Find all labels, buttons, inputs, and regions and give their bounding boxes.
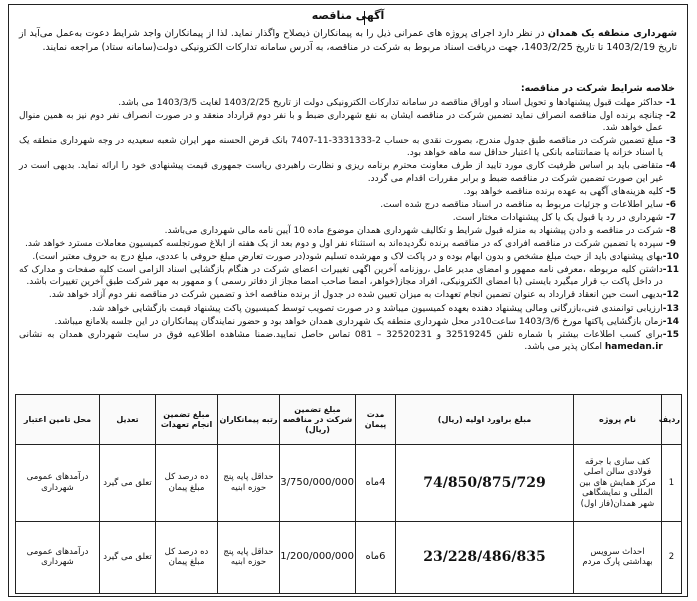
condition-item bbox=[19, 212, 679, 224]
cell-adjustment: تعلق می گیرد bbox=[100, 445, 156, 522]
header-funding: محل تامین اعتبار bbox=[16, 395, 100, 445]
cell-funding: درآمدهای عمومی شهرداری bbox=[16, 445, 100, 522]
tender-notice bbox=[8, 4, 688, 597]
condition-item bbox=[19, 225, 679, 237]
condition-item bbox=[19, 110, 679, 134]
condition-number: 7- bbox=[665, 212, 676, 223]
table-row bbox=[16, 521, 682, 594]
header-row-number: ردیف bbox=[662, 395, 682, 445]
condition-number: 2- bbox=[665, 111, 676, 122]
header-duration: مدت پیمان bbox=[356, 395, 396, 445]
condition-item bbox=[19, 329, 679, 353]
condition-item bbox=[19, 199, 679, 211]
condition-number: 13- bbox=[662, 303, 679, 314]
conditions-list bbox=[19, 97, 679, 354]
notice-title: آگهی مناقصه bbox=[311, 9, 385, 22]
website-link[interactable]: hamedan.ir bbox=[604, 341, 663, 352]
header-adjustment: تعدیل bbox=[100, 395, 156, 445]
condition-text: سپرده یا تضمین شرکت در مناقصه افرادی که در مناقصه برنده نگردیده‌اند به استثناء نفر اول و دوم بعد از یک هفته از ابلاغ صورتجلسه کمیسیون معاملات مسترد خواهد شد. bbox=[25, 239, 663, 250]
condition-text: ارزیابی توانمندی فنی،بازرگانی ومالی پیشنهاد دهنده بعهده کمیسیون میباشد و در صورت تصویب توسط کمیسیون پاکت پیشنهاد قیمت بازگشایی خواهد شد. bbox=[89, 303, 663, 314]
condition-number: 4- bbox=[665, 161, 676, 172]
condition-text: بدیهی است حین انعقاد قرارداد به عنوان تضمین انجام تعهدات به میزان تعیین شده در جدول از برنده مناقصه اخذ و تضمین شرکت در مناقصه نفر دوم آزاد خواهد شد. bbox=[48, 290, 663, 301]
cell-performance: ده درصد کل مبلغ پیمان bbox=[156, 445, 218, 522]
contact-text: برای کسب اطلاعات بیشتر با شماره تلفن 32519245 و 32520231 – 081 تماس حاصل نمایید.ضمنا مشاهده اطلاعیه فوق در سایت شهرداری همدان به نشانی bbox=[19, 329, 663, 340]
table-header-row bbox=[16, 395, 682, 445]
condition-item bbox=[19, 251, 679, 263]
condition-text: سایر اطلاعات و جزئیات مربوط به مناقصه در اسناد مناقصه درج شده است. bbox=[380, 199, 663, 210]
condition-text: کلیه هزینه‌های آگهی به عهده برنده مناقصه خواهد بود. bbox=[463, 186, 663, 197]
municipality-name: شهرداری منطقه یک همدان bbox=[547, 28, 678, 39]
condition-text: شرکت در مناقصه و دادن پیشنهاد به منزله قبول شرایط و تکالیف شهرداری همدان موضوع ماده 10 آیین نامه مالی شهرداری می‌باشد. bbox=[164, 225, 663, 236]
cell-estimate: 74/850/875/729 bbox=[396, 445, 574, 522]
cell-rank: حداقل پایه پنج حوزه ابنیه bbox=[218, 521, 280, 594]
cell-duration: 6ماه bbox=[356, 521, 396, 594]
condition-number: 5- bbox=[665, 186, 676, 197]
condition-item bbox=[19, 238, 679, 250]
projects-table bbox=[15, 394, 682, 594]
condition-text: مبلغ تضمین شرکت در مناقصه طبق جدول مندرج، بصورت نقدی به حساب 2-3331333-11-7407 بانک قرض الحسنه مهر ایران شعبه سعیدیه در وجه شهرداری منطقه یک یا اسناد خزانه یا ضمانتنامه بانکی یا اعتبار حداقل سه ماهه خواهد بود. bbox=[19, 136, 663, 159]
cell-performance: ده درصد کل مبلغ پیمان bbox=[156, 521, 218, 594]
header-project: نام پروژه bbox=[574, 395, 662, 445]
condition-item bbox=[19, 160, 679, 184]
cell-project: احداث سرویس بهداشتی پارک مردم bbox=[574, 521, 662, 594]
condition-item bbox=[19, 186, 679, 198]
conditions-title: خلاصه شرایط شرکت در مناقصه: bbox=[520, 83, 675, 94]
condition-number: 3- bbox=[665, 136, 676, 147]
cell-duration: 4ماه bbox=[356, 445, 396, 522]
cell-row-number: 2 bbox=[662, 521, 682, 594]
condition-number: 14- bbox=[662, 316, 679, 327]
header-estimate: مبلغ براورد اولیه (ریال) bbox=[396, 395, 574, 445]
condition-item bbox=[19, 97, 679, 109]
condition-item bbox=[19, 289, 679, 301]
cell-funding: درآمدهای عمومی شهرداری bbox=[16, 521, 100, 594]
cell-adjustment: تعلق می گیرد bbox=[100, 521, 156, 594]
condition-item bbox=[19, 316, 679, 328]
condition-text: حداکثر مهلت قبول پیشنهادها و تحویل اسناد و اوراق مناقصه در سامانه تدارکات الکترونیکی دولت از تاریخ 1403/2/25 لغایت 1403/3/5 می باشد. bbox=[118, 98, 663, 108]
condition-number: 8- bbox=[665, 225, 676, 236]
condition-number: 10- bbox=[662, 252, 679, 263]
condition-text bbox=[19, 329, 663, 353]
condition-number: 11- bbox=[662, 265, 679, 276]
condition-number: 1- bbox=[665, 98, 676, 108]
condition-text: چنانچه برنده اول مناقصه انصراف نماید تضمین شرکت در مناقصه ایشان به نفع شهرداری ضبط و با نفر دوم قرارداد منعقد و در صورت انصراف نفر دوم نیز به همین منوال عمل خواهد شد. bbox=[19, 111, 663, 134]
header-rank: رتبه پیمانکاران bbox=[218, 395, 280, 445]
intro-text: در نظر دارد اجرای پروژه های عمرانی ذیل را به پیمانکاران ذیصلاح واگذار نماید. لذا از پیمانکاران واجد شرایط دعوت به‌عمل می‌آید از تاریخ 1403/2/19 تا تاریخ 1403/2/25، جهت دریافت اسناد مربوط به شرکت در مناقصه، به آدرس سامانه تدارکات الکترونیکی دولت(سامانه ستاد) مراجعه نمایند. bbox=[19, 28, 677, 53]
condition-text: بهای پیشنهادی باید از حیث مبلغ مشخص و بدون ابهام بوده و در پاکت لاک و مهرشده تسلیم شود(در صورت تعارض مبلغ حروفی با عددی، مبلغ درج به حروف معتبر است). bbox=[32, 252, 663, 263]
condition-text: داشتن کلیه مربوطه ،معرفی نامه ممهور و امضای مدیر عامل ،روزنامه آخرین اگهی تغییرات اعضای شرکت در هنگام بازگشایی اسناد الزامی است کلیه صفحات و مدارک که در داخل پاکت ب قرار میگیرد بایستی (با امضای الکترونیکی، افراد مجاز(خواهر، امضا صاحب امضا مجاز از دفاتر رسمی ) و ممهور به مهر شرکت طبق آخرین تغییرات باشد. bbox=[19, 265, 663, 288]
condition-number: 12- bbox=[662, 290, 679, 301]
condition-text: زمان بازگشایی پاکتها مورخ 1403/3/6 ساعت10در محل شهرداری منطقه یک شهرداری همدان خواهد بود و حضور نمایندگان پیمانکاران در این جلسه بلامانع میباشد. bbox=[54, 316, 663, 327]
cell-estimate: 23/228/486/835 bbox=[396, 521, 574, 594]
header-guarantee: مبلغ تضمین شرکت در مناقصه (ریال) bbox=[280, 395, 356, 445]
condition-item bbox=[19, 264, 679, 288]
cell-project: کف سازی با جرقه فولادی سالن اصلی مرکز همایش های بین المللی و نمایشگاهی شهر همدان(فاز اول) bbox=[574, 445, 662, 522]
table-row bbox=[16, 445, 682, 522]
condition-item bbox=[19, 303, 679, 315]
condition-number: 6- bbox=[665, 199, 676, 210]
condition-number: 9- bbox=[665, 239, 676, 250]
condition-text: متقاضی باید بر اساس ظرفیت کاری مورد تایید از طرف معاونت محترم برنامه ریزی و نظارت راهبردی ریاست جمهوری قیمت پیشنهادی خود را ارائه نماید. بدیهی است در غیر این صورت تضمین شرکت در مناقصه ضبط و برابر مقررات اقدام می گردد. bbox=[19, 161, 663, 184]
condition-number: 15- bbox=[662, 329, 679, 340]
condition-item bbox=[19, 135, 679, 159]
cell-rank: حداقل پایه پنج حوزه ابنیه bbox=[218, 445, 280, 522]
cell-row-number: 1 bbox=[662, 445, 682, 522]
header-performance: مبلغ تضمین انجام تعهدات bbox=[156, 395, 218, 445]
notice-intro bbox=[19, 27, 677, 54]
cell-guarantee: 3/750/000/000 bbox=[280, 445, 356, 522]
cell-guarantee: 1/200/000/000 bbox=[280, 521, 356, 594]
contact-text-end: امکان پذیر می باشد. bbox=[524, 341, 603, 352]
condition-text: شهرداری در رد یا قبول یک یا کل پیشنهادات مختار است. bbox=[452, 212, 663, 223]
